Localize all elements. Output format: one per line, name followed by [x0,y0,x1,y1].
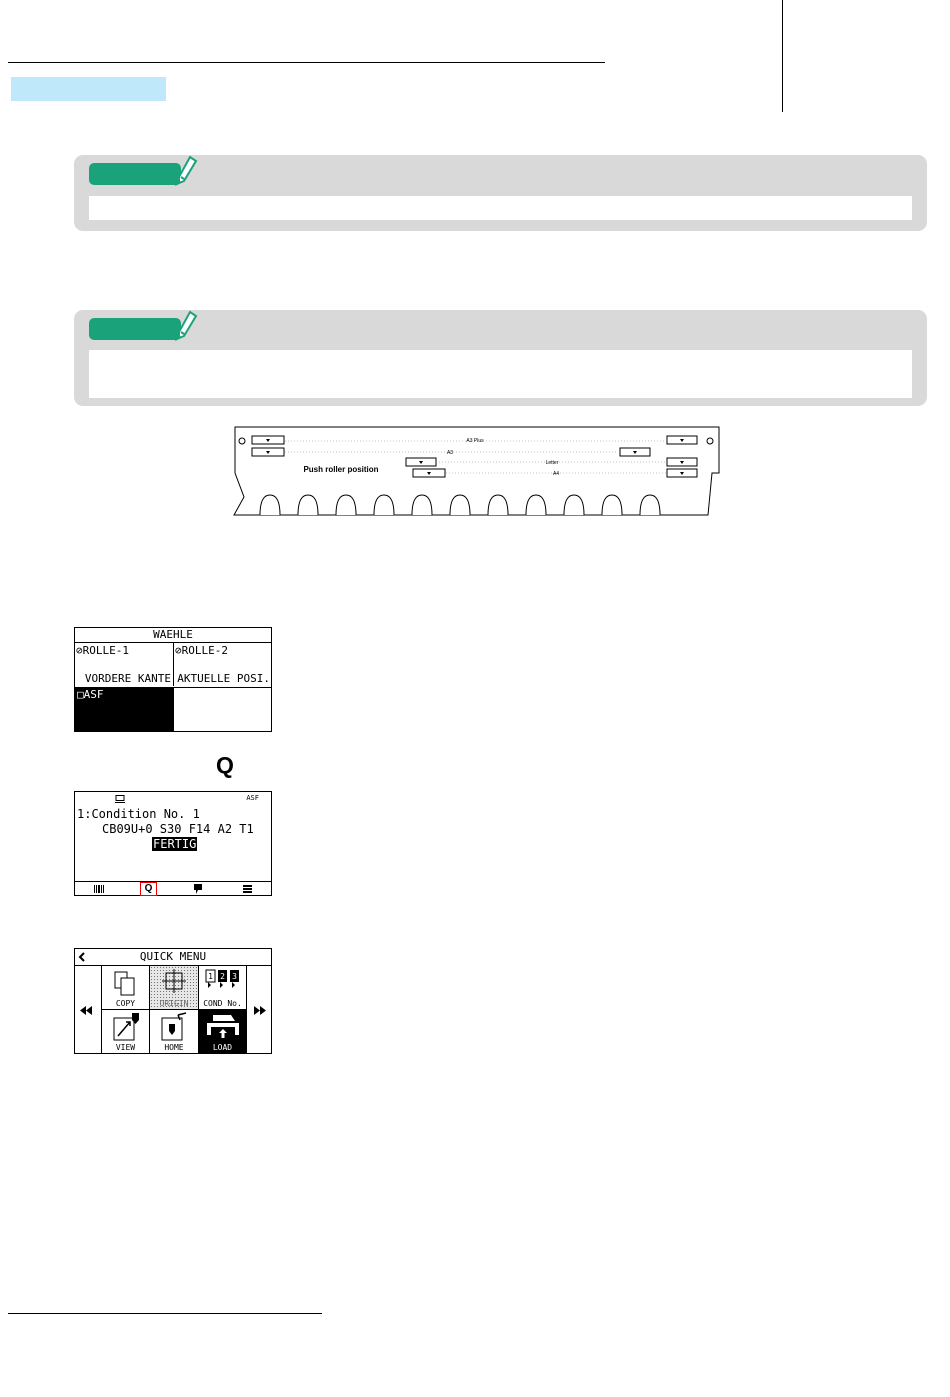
quick-item-copy[interactable] [102,966,149,1009]
prohibit-icon: ⊘ [175,644,182,657]
load-printer-icon [205,1013,241,1041]
barcode-icon[interactable] [94,885,104,893]
header-rule [8,62,605,63]
back-chevron-icon[interactable] [78,952,86,962]
status-badge: FERTIG [153,837,197,851]
letter-label: Letter [545,460,559,466]
condition-pens-icon [205,969,241,991]
push-roller-label: Push roller position [303,465,379,474]
computer-icon [115,795,125,804]
origin-icon [162,969,186,993]
note-box-1 [74,155,927,231]
home-label: HOME [164,1043,184,1052]
footer-rule [8,1313,322,1314]
screen-title: WAEHLE [75,628,271,643]
section-tag [11,77,166,101]
svg-text:3: 3 [232,972,237,981]
origin-label: ORIGIN [159,999,189,1008]
lcd-home-screen [74,791,272,896]
roller2-value: AKTUELLE POSI. [177,672,270,685]
q-key-icon: Q [216,752,234,778]
next-page-icon[interactable] [254,1006,266,1015]
menu-icon[interactable] [243,885,252,893]
params-line: CB09U+0 S30 F14 A2 T1 [102,822,254,836]
view-icon [112,1012,140,1042]
home-icon [160,1012,188,1042]
pen-icon[interactable] [194,884,202,894]
a3-label: A3 [446,450,454,456]
quick-menu-title: QUICK MENU [75,949,271,966]
quick-item-origin[interactable] [150,966,198,1009]
empty-option [174,687,271,732]
quick-item-home[interactable] [150,1010,198,1053]
asf-row [77,688,104,701]
pencil-icon [173,155,199,187]
note-tab [89,163,181,185]
vertical-rule [782,0,783,112]
note-body [89,196,912,220]
note-body [89,350,912,398]
asf-option[interactable] [75,687,174,731]
quick-item-cond[interactable] [199,966,246,1009]
view-label: VIEW [115,1043,136,1052]
svg-text:1: 1 [208,972,213,981]
a4-label: A4 [552,471,560,477]
load-label: LOAD [212,1043,233,1052]
roller1-row [76,644,129,657]
copy-label: COPY [115,999,136,1008]
q-button[interactable]: Q [140,882,157,896]
note-box-2 [74,310,927,406]
roller2-row [175,644,228,657]
quick-item-view[interactable] [102,1010,149,1053]
lcd-select-screen [74,627,272,732]
copy-icon [111,969,139,997]
roller1-label: ROLLE-1 [82,644,129,657]
asf-label: ASF [83,688,104,701]
quick-item-load[interactable] [199,1010,246,1053]
prohibit-icon: ⊘ [76,644,83,657]
roller1-value: VORDERE KANTE [84,672,171,685]
asf-badge: ASF [246,794,259,802]
roller2-option[interactable] [174,643,271,686]
push-roller-guide [230,425,722,520]
pencil-icon [173,310,199,342]
grid-line [246,966,247,1053]
cond-label: COND No. [203,999,242,1008]
function-bar [75,881,271,896]
condition-line: 1:Condition No. 1 [77,807,200,821]
note-tab [89,318,181,340]
prev-page-icon[interactable] [80,1006,92,1015]
sheet-icon: □ [77,688,84,701]
roller2-label: ROLLE-2 [181,644,228,657]
a3-plus-label: A3 Plus [466,438,484,444]
svg-text:2: 2 [220,972,225,981]
lcd-quick-menu [74,948,272,1054]
roller1-option[interactable] [75,643,174,686]
